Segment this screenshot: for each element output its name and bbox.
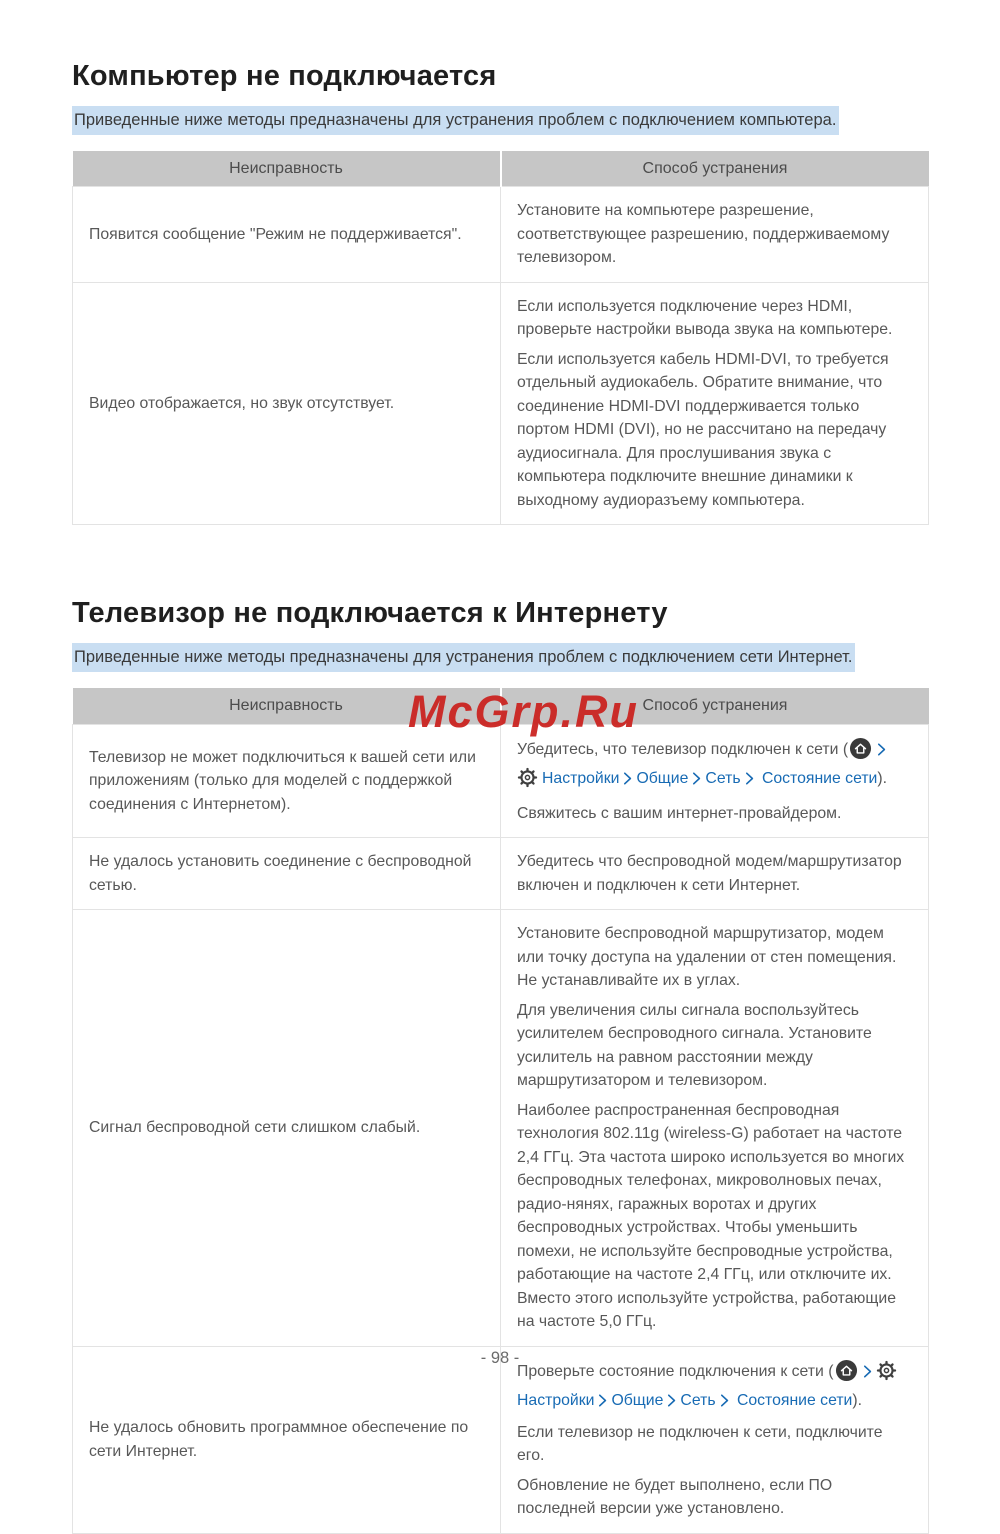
- column-header-problem: Неисправность: [73, 688, 501, 724]
- solution-text: Если используется подключение через HDMI, проверьте настройки вывода звука на компьютере.: [517, 297, 893, 339]
- settings-breadcrumb: [517, 737, 912, 796]
- chevron-right-icon: [720, 1391, 729, 1415]
- solution-text: Убедитесь что беспроводной модем/маршрутизатор включен и подключен к сети Интернет.: [517, 853, 902, 894]
- breadcrumb-link-network-status[interactable]: Состояние сети: [736, 1392, 853, 1410]
- column-header-solution: Способ устранения: [501, 688, 929, 724]
- problem-cell: Появится сообщение "Режим не поддерживается".: [73, 187, 501, 283]
- solution-text: Свяжитесь с вашим интернет-провайдером.: [517, 804, 842, 822]
- page-title: Телевизор не подключается к Интернету: [72, 597, 668, 630]
- solution-text: Обновление не будет выполнено, если ПО последней версии уже установлено.: [517, 1476, 833, 1518]
- breadcrumb-link-general[interactable]: Общие: [611, 1392, 664, 1410]
- solution-cell: [501, 1346, 929, 1533]
- section-intro: [72, 648, 929, 668]
- solution-text: Наиболее распространенная беспроводная технология 802.11g (wireless-G) работает на частоте 2,4 ГГц. Эта частота широко используется во многих беспроводных телефонах, микроволновых печах, радио-нянях, гаражных воротах и других беспроводных устройствах. Чтобы уменьшить помехи, не используйте беспроводные устройства, работающие на частоте 2,4 ГГц, или отключите их. Вместо этого используйте устройства, работающие на частоте 5,0 ГГц.: [517, 1101, 905, 1331]
- table-row: [73, 187, 929, 283]
- table-row: [73, 910, 929, 1347]
- solution-text: Если телевизор не подключен к сети, подключите его.: [517, 1423, 883, 1465]
- solution-text: ).: [877, 770, 888, 788]
- solution-text: Проверьте состояние подключения к сети (: [517, 1362, 834, 1380]
- troubleshooting-table-computer: [72, 151, 929, 526]
- problem-cell: Сигнал беспроводной сети слишком слабый.: [73, 910, 501, 1347]
- chevron-right-icon: [667, 1391, 676, 1415]
- solution-text: Для увеличения силы сигнала воспользуйтесь усилителем беспроводного сигнала. Установите усилитель на равном расстоянии между маршрутизатором и телевизором.: [517, 1001, 872, 1090]
- solution-text: ).: [852, 1392, 863, 1410]
- section-intro: [72, 111, 929, 131]
- chevron-right-icon: [877, 740, 886, 764]
- solution-cell: [501, 910, 929, 1347]
- breadcrumb-link-settings[interactable]: Настройки: [542, 770, 620, 788]
- chevron-right-icon: [623, 769, 632, 793]
- solution-cell: [501, 838, 929, 910]
- problem-cell: Не удалось обновить программное обеспечение по сети Интернет.: [73, 1346, 501, 1533]
- chevron-right-icon: [692, 769, 701, 793]
- intro-highlight: Приведенные ниже методы предназначены для устранения проблем с подключением компьютера.: [72, 106, 839, 135]
- intro-highlight: Приведенные ниже методы предназначены для устранения проблем с подключением сети Интернет.: [72, 643, 855, 672]
- solution-text: Установите беспроводной маршрутизатор, модем или точку доступа на удалении от стен помещения. Не устанавливайте их в углах.: [517, 925, 897, 990]
- breadcrumb-link-network[interactable]: Сеть: [705, 770, 741, 788]
- problem-cell: Телевизор не может подключиться к вашей сети или приложениям (только для моделей с поддержкой соединения с Интернетом).: [73, 724, 501, 838]
- solution-cell: [501, 187, 929, 283]
- breadcrumb-link-network-status[interactable]: Состояние сети: [761, 770, 878, 788]
- solution-cell: [501, 282, 929, 525]
- section-computer-not-connecting: [72, 60, 929, 525]
- section-tv-no-internet: [72, 597, 929, 1533]
- column-header-problem: Неисправность: [73, 151, 501, 187]
- breadcrumb-link-network[interactable]: Сеть: [680, 1392, 716, 1410]
- breadcrumb-link-general[interactable]: Общие: [636, 770, 689, 788]
- solution-text: Если используется кабель HDMI-DVI, то требуется отдельный аудиокабель. Обратите внимание, что соединение HDMI-DVI поддерживается только портом HDMI (DVI), но не рассчитано на передачу аудиосигнала. Для прослушивания звука с компьютера подключите внешние динамики к выходному аудиоразъему компьютера.: [517, 350, 889, 509]
- table-row: [73, 838, 929, 910]
- table-row: [73, 724, 929, 838]
- gear-icon: [517, 767, 538, 796]
- problem-cell: Видео отображается, но звук отсутствует.: [73, 282, 501, 525]
- troubleshooting-table-internet: [72, 688, 929, 1534]
- chevron-right-icon: [745, 769, 754, 793]
- page-number: - 98 -: [480, 1349, 520, 1367]
- problem-cell: Не удалось установить соединение с беспроводной сетью.: [73, 838, 501, 910]
- solution-cell: [501, 724, 929, 838]
- table-row: [73, 282, 929, 525]
- page-title: Компьютер не подключается: [72, 60, 497, 92]
- solution-text: Убедитесь, что телевизор подключен к сети (: [517, 740, 849, 758]
- home-icon: [849, 737, 872, 768]
- column-header-solution: Способ устранения: [501, 151, 929, 187]
- solution-text: Установите на компьютере разрешение, соответствующее разрешению, поддерживаемому телевизором.: [517, 202, 890, 267]
- table-row: [73, 1346, 929, 1533]
- breadcrumb-link-settings[interactable]: Настройки: [517, 1392, 595, 1410]
- chevron-right-icon: [598, 1391, 607, 1415]
- site-watermark: McGrp.Ru: [408, 686, 640, 737]
